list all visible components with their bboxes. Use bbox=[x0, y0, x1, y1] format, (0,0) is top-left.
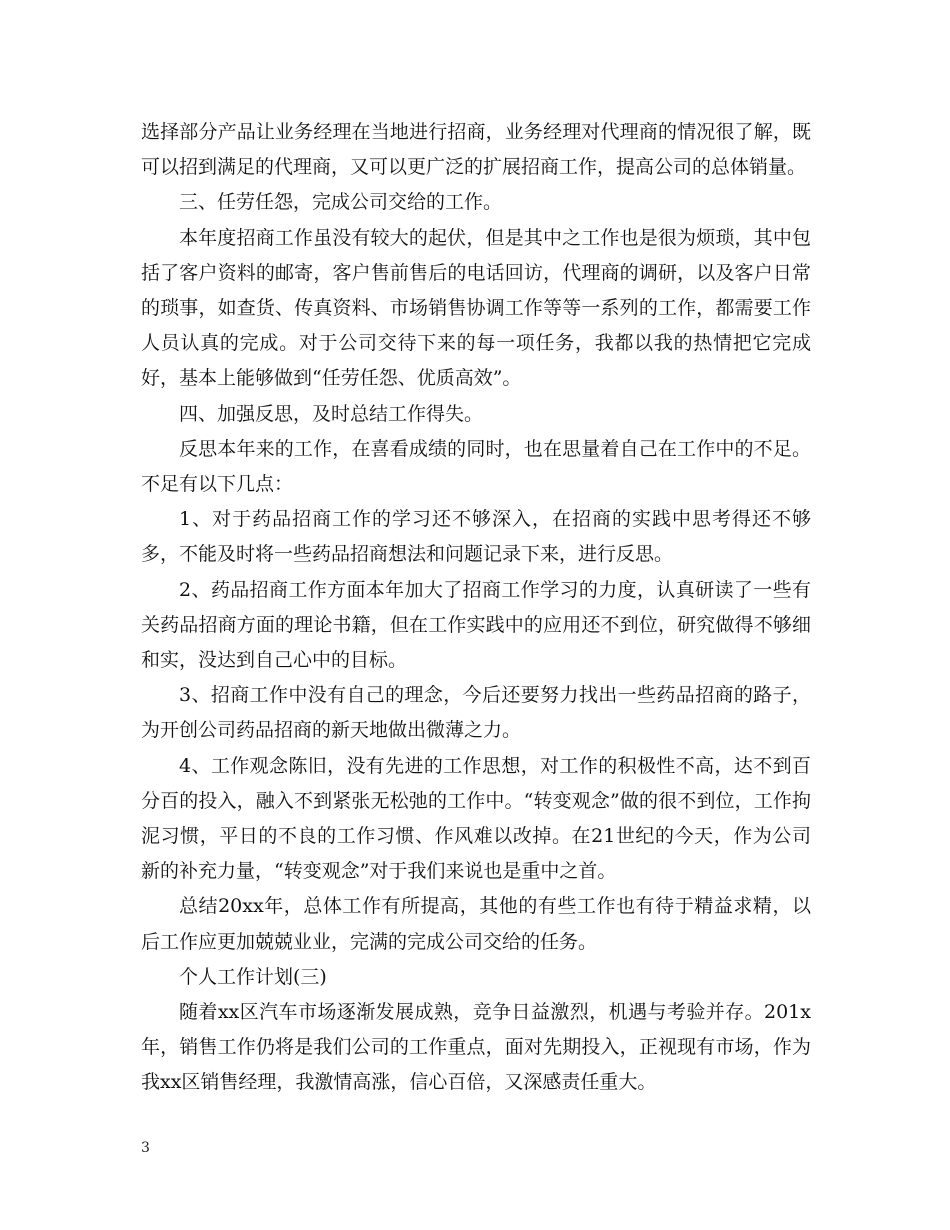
paragraph-9: 4、工作观念陈旧，没有先进的工作思想，对工作的积极性不高，达不到百分百的投入，融入不到紧张无松弛的工作中。“转变观念”做的很不到位，工作拘泥习惯，平日的不良的工作习惯、作风难以改掉。在21世纪的今天，作为公司新的补充力量，“转变观念”对于我们来说也是重中之首。 bbox=[141, 754, 811, 883]
paragraph-5: 反思本年来的工作，在喜看成绩的同时，也在思量着自己在工作中的不足。不足有以下几点： bbox=[141, 437, 811, 496]
paragraph-10: 总结20xx年，总体工作有所提高，其他的有些工作也有待于精益求精，以后工作应更加兢兢业业，完满的完成公司交给的任务。 bbox=[141, 895, 811, 953]
paragraph-4: 四、加强反思，及时总结工作得失。 bbox=[179, 402, 484, 425]
paragraph-1: 选择部分产品让业务经理在当地进行招商，业务经理对代理商的情况很了解，既可以招到满足的代理商，又可以更广泛的扩展招商工作，提高公司的总体销量。 bbox=[141, 121, 811, 179]
paragraph-12: 随着xx区汽车市场逐渐发展成熟，竞争日益激烈，机遇与考验并存。201x年，销售工作仍将是我们公司的工作重点，面对先期投入，正视现有市场，作为我xx区销售经理，我激情高涨，信心百倍，又深感责任重大。 bbox=[141, 1001, 811, 1094]
paragraph-2: 三、任劳任怨，完成公司交给的工作。 bbox=[179, 191, 503, 214]
paragraph-3: 本年度招商工作虽没有较大的起伏，但是其中之工作也是很为烦琐，其中包括了客户资料的邮寄，客户售前售后的电话回访，代理商的调研，以及客户日常的琐事，如查货、传真资料、市场销售协调工作等等一系列的工作，都需要工作人员认真的完成。对于公司交待下来的每一项任务，我都以我的热情把它完成好，基本上能够做到“任劳任怨、优质高效”。 bbox=[141, 226, 811, 390]
document-body bbox=[141, 115, 811, 1101]
paragraph-8: 3、招商工作中没有自己的理念，今后还要努力找出一些药品招商的路子，为开创公司药品招商的新天地做出微薄之力。 bbox=[141, 684, 811, 742]
paragraph-11: 个人工作计划(三) bbox=[179, 965, 327, 988]
paragraph-6: 1、对于药品招商工作的学习还不够深入，在招商的实践中思考得还不够多，不能及时将一些药品招商想法和问题记录下来，进行反思。 bbox=[141, 508, 811, 566]
paragraph-7: 2、药品招商工作方面本年加大了招商工作学习的力度，认真研读了一些有关药品招商方面的理论书籍，但在工作实践中的应用还不到位，研究做得不够细和实，没达到自己心中的目标。 bbox=[141, 578, 811, 672]
page-number: 3 bbox=[141, 1140, 150, 1156]
